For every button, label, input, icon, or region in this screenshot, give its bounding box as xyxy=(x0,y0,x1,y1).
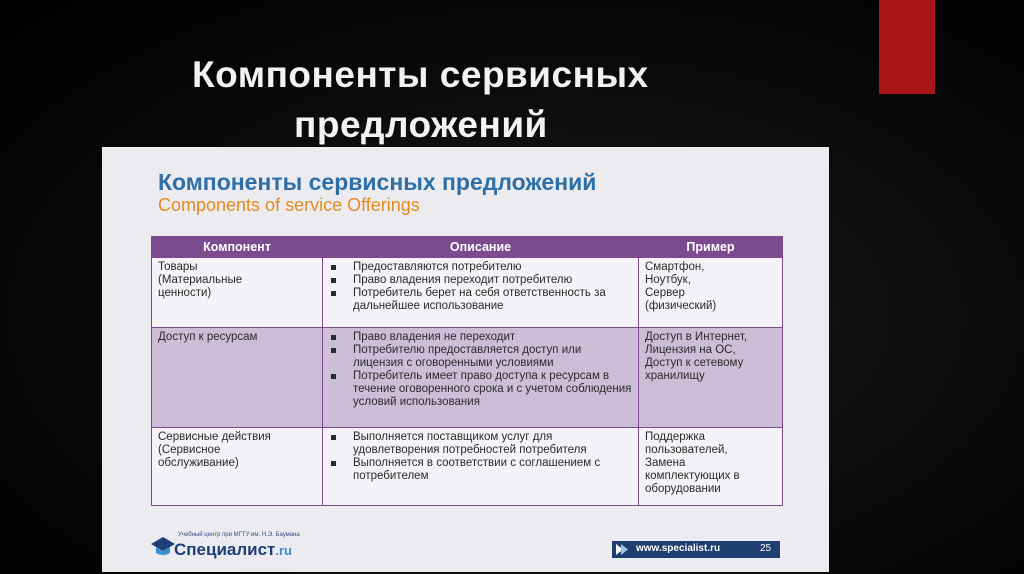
component-line: (Материальные xyxy=(158,274,243,286)
component-cell xyxy=(152,328,323,428)
header-description: Описание xyxy=(323,237,639,258)
footer-bar xyxy=(612,541,780,558)
table-row xyxy=(152,258,783,328)
description-bullet: Выполняется поставщиком услуг для удовлетворения потребностей потребителя xyxy=(329,431,632,457)
example-line: (физический) xyxy=(645,300,717,312)
components-table xyxy=(151,236,783,506)
example-line: Доступ в Интернет, xyxy=(645,331,748,343)
example-line: Смартфон, xyxy=(645,261,705,273)
example-line: Сервер xyxy=(645,287,685,299)
description-bullet: Предоставляются потребителю xyxy=(329,261,632,274)
example-line: Замена xyxy=(645,457,686,469)
example-line: Доступ к сетевому xyxy=(645,357,744,369)
table-row xyxy=(152,428,783,506)
component-cell xyxy=(152,258,323,328)
example-line: комплектующих в xyxy=(645,470,740,482)
example-line: пользователей, xyxy=(645,444,728,456)
example-cell xyxy=(639,428,783,506)
component-line: Товары xyxy=(158,261,198,273)
logo-suffix: .ru xyxy=(275,543,293,558)
component-line: обслуживание) xyxy=(158,457,239,469)
logo-tagline: Учебный центр при МГТУ им. Н.Э. Баумана xyxy=(178,532,300,538)
component-line: (Сервисное xyxy=(158,444,221,456)
example-cell xyxy=(639,258,783,328)
component-line: Доступ к ресурсам xyxy=(158,331,258,343)
inner-title: Компоненты сервисных предложений xyxy=(158,169,597,195)
component-cell xyxy=(152,428,323,506)
component-line: ценности) xyxy=(158,287,212,299)
inner-subtitle: Components of service Offerings xyxy=(158,195,420,215)
example-line: Поддержка xyxy=(645,431,705,443)
slide-title-line1: Компоненты сервисных xyxy=(192,54,649,95)
description-bullet: Потребителю предоставляется доступ или лицензия с оговоренными условиями xyxy=(329,344,632,370)
slide-title xyxy=(130,50,830,150)
specialist-logo xyxy=(150,530,350,562)
description-bullet: Выполняется в соответствии с соглашением с потребителем xyxy=(329,457,632,483)
slide-title-line2: предложений xyxy=(294,104,548,145)
description-bullet: Потребитель имеет право доступа к ресурсам в течение оговоренного срока и с учетом соблюдения условий использования xyxy=(329,370,632,409)
footer-url: www.specialist.ru xyxy=(636,543,721,554)
graduation-cap-icon xyxy=(150,532,176,558)
logo-wordmark xyxy=(174,540,292,560)
description-bullet: Потребитель берет на себя ответственность за дальнейшее использование xyxy=(329,287,632,313)
example-line: Ноутбук, xyxy=(645,274,691,286)
header-example: Пример xyxy=(639,237,783,258)
arrow-right-icon xyxy=(616,544,628,555)
description-cell xyxy=(323,328,639,428)
description-bullet: Право владения не переходит xyxy=(329,331,632,344)
description-cell xyxy=(323,258,639,328)
table-header-row xyxy=(152,237,783,258)
example-line: оборудовании xyxy=(645,483,721,495)
example-line: хранилищу xyxy=(645,370,705,382)
embedded-slide xyxy=(102,147,829,572)
component-line: Сервисные действия xyxy=(158,431,271,443)
description-bullet: Право владения переходит потребителю xyxy=(329,274,632,287)
example-line: Лицензия на ОС, xyxy=(645,344,736,356)
description-cell xyxy=(323,428,639,506)
accent-block xyxy=(879,0,935,94)
page-number: 25 xyxy=(760,543,772,554)
table-row xyxy=(152,328,783,428)
logo-name: Специалист xyxy=(174,540,276,559)
header-component: Компонент xyxy=(152,237,323,258)
example-cell xyxy=(639,328,783,428)
